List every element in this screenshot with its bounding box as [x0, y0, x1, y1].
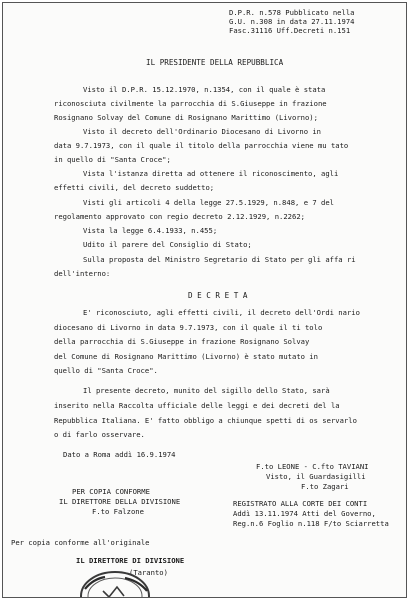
decree-line: inserito nella Raccolta ufficiale delle leggi e dei decreti del la	[54, 401, 340, 410]
preamble-line: Vista la legge 6.4.1933, n.455;	[83, 226, 218, 235]
decree-line: o di farlo osservare.	[54, 430, 145, 439]
preamble-line: Vista l'istanza diretta ad ottenere il riconoscimento, agli	[83, 169, 339, 178]
signature-line: Visto, il Guardasigilli	[266, 472, 366, 481]
preamble-line: dell'interno:	[54, 269, 111, 278]
publication-header: Fasc.31116 Uff.Decreti n.151	[229, 26, 351, 35]
decree-line: E' riconosciuto, agli effetti civili, il decreto dell'Ordi nario	[83, 308, 360, 317]
signature-line: F.to Zagari	[301, 482, 349, 491]
decreta-heading: D E C R E T A	[188, 291, 248, 300]
decree-line: del Comune di Rosignano Marittimo (Livorno) è stato mutato in	[54, 352, 318, 361]
document-title: IL PRESIDENTE DELLA REPUBBLICA	[146, 58, 284, 67]
publication-header: D.P.R. n.578 Pubblicato nella	[229, 8, 355, 17]
publication-header: G.U. n.308 in data 27.11.1974	[229, 17, 355, 26]
preamble-line: riconosciuta civilmente la parrocchia di S.Giuseppe in frazione	[54, 99, 327, 108]
preamble-line: Visti gli articoli 4 della legge 27.5.1929, n.848, e 7 del	[83, 198, 334, 207]
date-place: Dato a Roma addì 16.9.1974	[63, 450, 176, 459]
registration-line: REGISTRATO ALLA CORTE DEI CONTI	[233, 499, 368, 508]
preamble-line: Rosignano Solvay del Comune di Rosignano Marittimo (Livorno);	[54, 113, 318, 122]
preamble-line: effetti civili, del decreto suddetto;	[54, 183, 215, 192]
copy-conformity: IL DIRETTORE DELLA DIVISIONE	[59, 497, 181, 506]
preamble-line: regolamento approvato con regio decreto 2.12.1929, n.2262;	[54, 212, 305, 221]
certification-line: IL DIRETTORE DI DIVISIONE	[76, 556, 185, 565]
certification-line: Per copia conforme all'originale	[11, 538, 150, 547]
copy-conformity: PER COPIA CONFORME	[72, 487, 150, 496]
registration-line: Reg.n.6 Foglio n.118 F/to Sciarretta	[233, 519, 389, 528]
decree-line: diocesano di Livorno in data 9.7.1973, con il quale il ti tolo	[54, 323, 323, 332]
signature-line: F.to LEONE - C.fto TAVIANI	[256, 462, 369, 471]
preamble-line: Sulla proposta del Ministro Segretario di Stato per gli affa ri	[83, 255, 356, 264]
registration-line: Addì 13.11.1974 Atti del Governo,	[233, 509, 376, 518]
preamble-line: Udito il parere del Consiglio di Stato;	[83, 240, 252, 249]
copy-conformity: F.to Falzone	[92, 507, 144, 516]
decree-line: della parrocchia di S.Giuseppe in frazione Rosignano Solvay	[54, 337, 310, 346]
preamble-line: data 9.7.1973, con il quale il titolo della parrocchia viene mu tato	[54, 141, 349, 150]
decree-line: Repubblica Italiana. E' fatto obbligo a chiunque spetti di os servarlo	[54, 416, 357, 425]
certification-line: (Taranto)	[129, 568, 168, 577]
preamble-line: Visto il D.P.R. 15.12.1970, n.1354, con il quale è stata	[83, 85, 326, 94]
preamble-line: Visto il decreto dell'Ordinario Diocesano di Livorno in	[83, 127, 321, 136]
decree-line: Il presente decreto, munito del sigillo dello Stato, sarà	[83, 386, 330, 395]
official-stamp-icon	[55, 541, 175, 598]
decree-line: quello di "Santa Croce".	[54, 366, 158, 375]
preamble-line: in quello di "Santa Croce";	[54, 155, 171, 164]
decree-document	[2, 2, 407, 598]
